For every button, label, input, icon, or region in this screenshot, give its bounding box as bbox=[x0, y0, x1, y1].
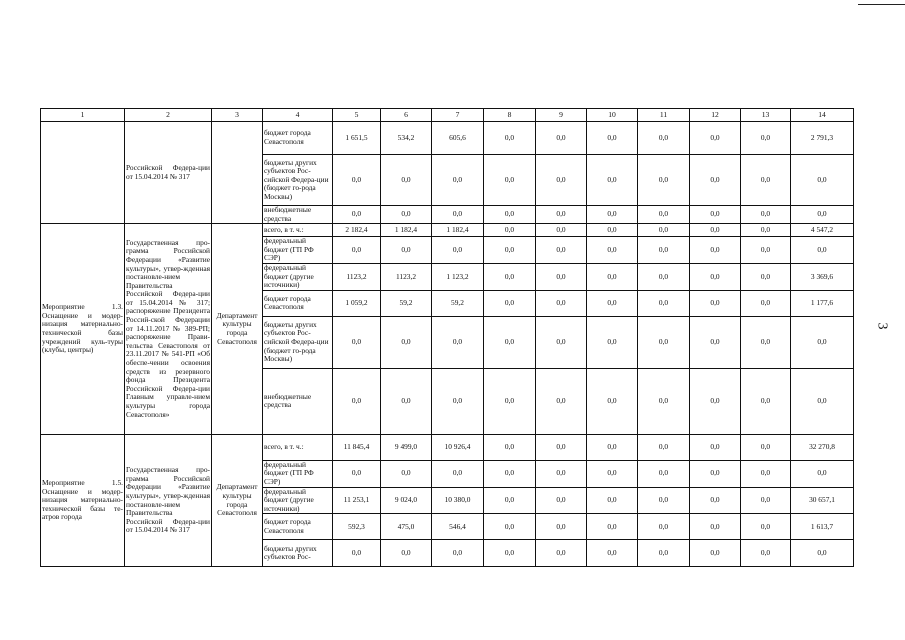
value-cell: 1 182,4 bbox=[381, 224, 432, 237]
value-cell: 0,0 bbox=[791, 368, 854, 434]
value-cell: 0,0 bbox=[741, 368, 791, 434]
value-cell: 0,0 bbox=[638, 487, 690, 514]
value-cell: 0,0 bbox=[381, 460, 432, 487]
value-cell: 0,0 bbox=[536, 316, 587, 368]
value-cell: 32 270,8 bbox=[791, 434, 854, 460]
value-cell: 0,0 bbox=[587, 514, 638, 540]
funding-source-cell: бюджеты других субъектов Рос-сийской Федера-ции (бюджет го-рода Москвы) bbox=[263, 155, 333, 206]
value-cell: 1 123,2 bbox=[432, 263, 484, 290]
value-cell: 0,0 bbox=[333, 316, 381, 368]
value-cell: 1123,2 bbox=[333, 263, 381, 290]
value-cell: 0,0 bbox=[381, 206, 432, 224]
column-number: 7 bbox=[432, 109, 484, 122]
value-cell: 0,0 bbox=[333, 237, 381, 264]
value-cell: 9 499,0 bbox=[381, 434, 432, 460]
basis-cell: Государственная про-грамма Российской Федерации «Развитие культуры», утвер-жденная постановле-нием Правительства Российской Федера-ции от 15.04.2014 № 317 bbox=[125, 434, 212, 567]
value-cell: 3 369,6 bbox=[791, 263, 854, 290]
value-cell: 59,2 bbox=[381, 290, 432, 316]
column-number: 14 bbox=[791, 109, 854, 122]
value-cell: 0,0 bbox=[432, 206, 484, 224]
value-cell: 592,3 bbox=[333, 514, 381, 540]
value-cell: 0,0 bbox=[791, 155, 854, 206]
budget-table bbox=[40, 108, 854, 567]
value-cell: 30 657,1 bbox=[791, 487, 854, 514]
value-cell: 0,0 bbox=[638, 263, 690, 290]
value-cell: 0,0 bbox=[484, 290, 536, 316]
value-cell: 11 845,4 bbox=[333, 434, 381, 460]
measure-cell bbox=[41, 122, 125, 224]
funding-source-cell: всего, в т. ч.: bbox=[263, 434, 333, 460]
column-number: 12 bbox=[690, 109, 741, 122]
value-cell: 0,0 bbox=[741, 224, 791, 237]
value-cell: 59,2 bbox=[432, 290, 484, 316]
value-cell: 11 253,1 bbox=[333, 487, 381, 514]
value-cell: 0,0 bbox=[638, 237, 690, 264]
value-cell: 0,0 bbox=[690, 237, 741, 264]
value-cell: 0,0 bbox=[587, 224, 638, 237]
value-cell: 0,0 bbox=[638, 514, 690, 540]
value-cell: 1 182,4 bbox=[432, 224, 484, 237]
value-cell: 0,0 bbox=[536, 155, 587, 206]
value-cell: 0,0 bbox=[638, 155, 690, 206]
value-cell: 0,0 bbox=[536, 290, 587, 316]
value-cell: 475,0 bbox=[381, 514, 432, 540]
value-cell: 0,0 bbox=[484, 122, 536, 155]
value-cell: 0,0 bbox=[587, 290, 638, 316]
value-cell: 605,6 bbox=[432, 122, 484, 155]
value-cell: 0,0 bbox=[484, 514, 536, 540]
value-cell: 0,0 bbox=[536, 487, 587, 514]
corner-rule bbox=[858, 4, 905, 5]
value-cell: 0,0 bbox=[484, 237, 536, 264]
value-cell: 0,0 bbox=[791, 316, 854, 368]
funding-source-cell: федеральный бюджет (ГП РФ СЭР) bbox=[263, 460, 333, 487]
value-cell: 1 651,5 bbox=[333, 122, 381, 155]
value-cell: 0,0 bbox=[587, 368, 638, 434]
column-number: 3 bbox=[212, 109, 263, 122]
value-cell: 10 926,4 bbox=[432, 434, 484, 460]
value-cell: 0,0 bbox=[587, 263, 638, 290]
value-cell: 0,0 bbox=[741, 316, 791, 368]
value-cell: 0,0 bbox=[484, 540, 536, 567]
value-cell: 0,0 bbox=[432, 237, 484, 264]
executor-cell: Департамент культуры города Севастополя bbox=[212, 434, 263, 567]
value-cell: 1 177,6 bbox=[791, 290, 854, 316]
value-cell: 0,0 bbox=[432, 368, 484, 434]
value-cell: 0,0 bbox=[536, 368, 587, 434]
value-cell: 0,0 bbox=[741, 487, 791, 514]
executor-cell: Департамент культуры города Севастополя bbox=[212, 224, 263, 435]
funding-source-cell: бюджет города Севастополя bbox=[263, 290, 333, 316]
value-cell: 0,0 bbox=[536, 460, 587, 487]
value-cell: 0,0 bbox=[536, 434, 587, 460]
column-number: 6 bbox=[381, 109, 432, 122]
value-cell: 0,0 bbox=[484, 263, 536, 290]
funding-source-cell: бюджет города Севастополя bbox=[263, 122, 333, 155]
basis-cell: Российской Федера-ции от 15.04.2014 № 317 bbox=[125, 122, 212, 224]
value-cell: 0,0 bbox=[741, 206, 791, 224]
value-cell: 0,0 bbox=[791, 460, 854, 487]
value-cell: 2 182,4 bbox=[333, 224, 381, 237]
value-cell: 0,0 bbox=[333, 206, 381, 224]
value-cell: 0,0 bbox=[536, 237, 587, 264]
column-number: 9 bbox=[536, 109, 587, 122]
value-cell: 0,0 bbox=[741, 290, 791, 316]
value-cell: 1 613,7 bbox=[791, 514, 854, 540]
value-cell: 0,0 bbox=[484, 460, 536, 487]
value-cell: 2 791,3 bbox=[791, 122, 854, 155]
column-number-row bbox=[41, 109, 854, 122]
value-cell: 0,0 bbox=[587, 487, 638, 514]
value-cell: 0,0 bbox=[536, 122, 587, 155]
value-cell: 0,0 bbox=[381, 237, 432, 264]
value-cell: 0,0 bbox=[741, 122, 791, 155]
measure-cell: Мероприятие 1.3. Оснащение и модер-низация материально-технической базы учреждений куль-туры (клубы, центры) bbox=[41, 224, 125, 435]
column-number: 1 bbox=[41, 109, 125, 122]
measure-cell: Мероприятие 1.5. Оснащение и модер-низация материально-технической базы те-атров города bbox=[41, 434, 125, 567]
column-number: 2 bbox=[125, 109, 212, 122]
value-cell: 0,0 bbox=[638, 122, 690, 155]
value-cell: 0,0 bbox=[536, 224, 587, 237]
table-row bbox=[41, 224, 854, 237]
value-cell: 10 380,0 bbox=[432, 487, 484, 514]
value-cell: 0,0 bbox=[536, 540, 587, 567]
page-number: 3 bbox=[874, 322, 890, 330]
value-cell: 0,0 bbox=[587, 237, 638, 264]
value-cell: 0,0 bbox=[690, 263, 741, 290]
value-cell: 0,0 bbox=[690, 460, 741, 487]
value-cell: 1 059,2 bbox=[333, 290, 381, 316]
value-cell: 0,0 bbox=[587, 316, 638, 368]
value-cell: 0,0 bbox=[381, 540, 432, 567]
value-cell: 0,0 bbox=[432, 316, 484, 368]
value-cell: 0,0 bbox=[381, 368, 432, 434]
value-cell: 0,0 bbox=[638, 224, 690, 237]
funding-source-cell: федеральный бюджет (другие источники) bbox=[263, 487, 333, 514]
funding-source-cell: бюджеты других субъектов Рос- bbox=[263, 540, 333, 567]
value-cell: 0,0 bbox=[484, 316, 536, 368]
value-cell: 0,0 bbox=[536, 206, 587, 224]
value-cell: 0,0 bbox=[484, 155, 536, 206]
value-cell: 0,0 bbox=[484, 224, 536, 237]
value-cell: 4 547,2 bbox=[791, 224, 854, 237]
column-number: 4 bbox=[263, 109, 333, 122]
funding-source-cell: федеральный бюджет (ГП РФ СЭР) bbox=[263, 237, 333, 264]
value-cell: 0,0 bbox=[484, 487, 536, 514]
value-cell: 534,2 bbox=[381, 122, 432, 155]
column-number: 8 bbox=[484, 109, 536, 122]
funding-source-cell: внебюджетные средства bbox=[263, 206, 333, 224]
value-cell: 0,0 bbox=[690, 206, 741, 224]
value-cell: 0,0 bbox=[484, 434, 536, 460]
column-number: 13 bbox=[741, 109, 791, 122]
value-cell: 0,0 bbox=[638, 206, 690, 224]
value-cell: 0,0 bbox=[791, 540, 854, 567]
table-body bbox=[41, 109, 854, 567]
column-number: 10 bbox=[587, 109, 638, 122]
value-cell: 0,0 bbox=[791, 206, 854, 224]
column-number: 5 bbox=[333, 109, 381, 122]
value-cell: 0,0 bbox=[690, 487, 741, 514]
funding-source-cell: бюджеты других субъектов Рос-сийской Федера-ции (бюджет го-рода Москвы) bbox=[263, 316, 333, 368]
value-cell: 0,0 bbox=[333, 540, 381, 567]
table-row bbox=[41, 122, 854, 155]
value-cell: 0,0 bbox=[741, 237, 791, 264]
value-cell: 0,0 bbox=[333, 155, 381, 206]
funding-source-cell: внебюджетные средства bbox=[263, 368, 333, 434]
value-cell: 0,0 bbox=[432, 155, 484, 206]
funding-source-cell: бюджет города Севастополя bbox=[263, 514, 333, 540]
value-cell: 546,4 bbox=[432, 514, 484, 540]
column-number: 11 bbox=[638, 109, 690, 122]
value-cell: 0,0 bbox=[690, 122, 741, 155]
value-cell: 0,0 bbox=[638, 368, 690, 434]
table-row bbox=[41, 434, 854, 460]
value-cell: 0,0 bbox=[741, 540, 791, 567]
value-cell: 0,0 bbox=[484, 368, 536, 434]
value-cell: 0,0 bbox=[638, 290, 690, 316]
basis-cell: Государственная про-грамма Российской Федерации «Развитие культуры», утвер-жденная постановле-нием Правительства Российской Федера-ции от 15.04.2014 № 317; распоряжение Президента Россий-ской Федерации от 14.11.2017 № 389-РП; распоряжение Прави-тельства Севастополя от 23.11.2017 № 541-РП «Об обеспе-чении освоения средств из резервного фонда Президента Российской Федера-ции Главным управле-нием культуры города Севастополя» bbox=[125, 224, 212, 435]
value-cell: 0,0 bbox=[741, 514, 791, 540]
value-cell: 0,0 bbox=[741, 434, 791, 460]
value-cell: 0,0 bbox=[484, 206, 536, 224]
value-cell: 9 024,0 bbox=[381, 487, 432, 514]
value-cell: 0,0 bbox=[432, 460, 484, 487]
value-cell: 0,0 bbox=[690, 540, 741, 567]
value-cell: 0,0 bbox=[638, 316, 690, 368]
value-cell: 0,0 bbox=[381, 316, 432, 368]
value-cell: 0,0 bbox=[741, 263, 791, 290]
value-cell: 0,0 bbox=[690, 368, 741, 434]
funding-source-cell: всего, в т. ч.: bbox=[263, 224, 333, 237]
value-cell: 0,0 bbox=[587, 122, 638, 155]
value-cell: 0,0 bbox=[432, 540, 484, 567]
value-cell: 0,0 bbox=[536, 263, 587, 290]
executor-cell bbox=[212, 122, 263, 224]
value-cell: 0,0 bbox=[690, 434, 741, 460]
value-cell: 0,0 bbox=[690, 316, 741, 368]
value-cell: 0,0 bbox=[333, 368, 381, 434]
value-cell: 0,0 bbox=[333, 460, 381, 487]
value-cell: 0,0 bbox=[536, 514, 587, 540]
value-cell: 0,0 bbox=[741, 155, 791, 206]
value-cell: 0,0 bbox=[587, 460, 638, 487]
value-cell: 0,0 bbox=[791, 237, 854, 264]
value-cell: 0,0 bbox=[690, 155, 741, 206]
funding-source-cell: федеральный бюджет (другие источники) bbox=[263, 263, 333, 290]
value-cell: 0,0 bbox=[638, 540, 690, 567]
value-cell: 0,0 bbox=[690, 290, 741, 316]
value-cell: 1123,2 bbox=[381, 263, 432, 290]
value-cell: 0,0 bbox=[638, 460, 690, 487]
value-cell: 0,0 bbox=[587, 206, 638, 224]
value-cell: 0,0 bbox=[587, 540, 638, 567]
value-cell: 0,0 bbox=[587, 155, 638, 206]
value-cell: 0,0 bbox=[741, 460, 791, 487]
value-cell: 0,0 bbox=[587, 434, 638, 460]
value-cell: 0,0 bbox=[638, 434, 690, 460]
value-cell: 0,0 bbox=[690, 514, 741, 540]
value-cell: 0,0 bbox=[690, 224, 741, 237]
value-cell: 0,0 bbox=[381, 155, 432, 206]
